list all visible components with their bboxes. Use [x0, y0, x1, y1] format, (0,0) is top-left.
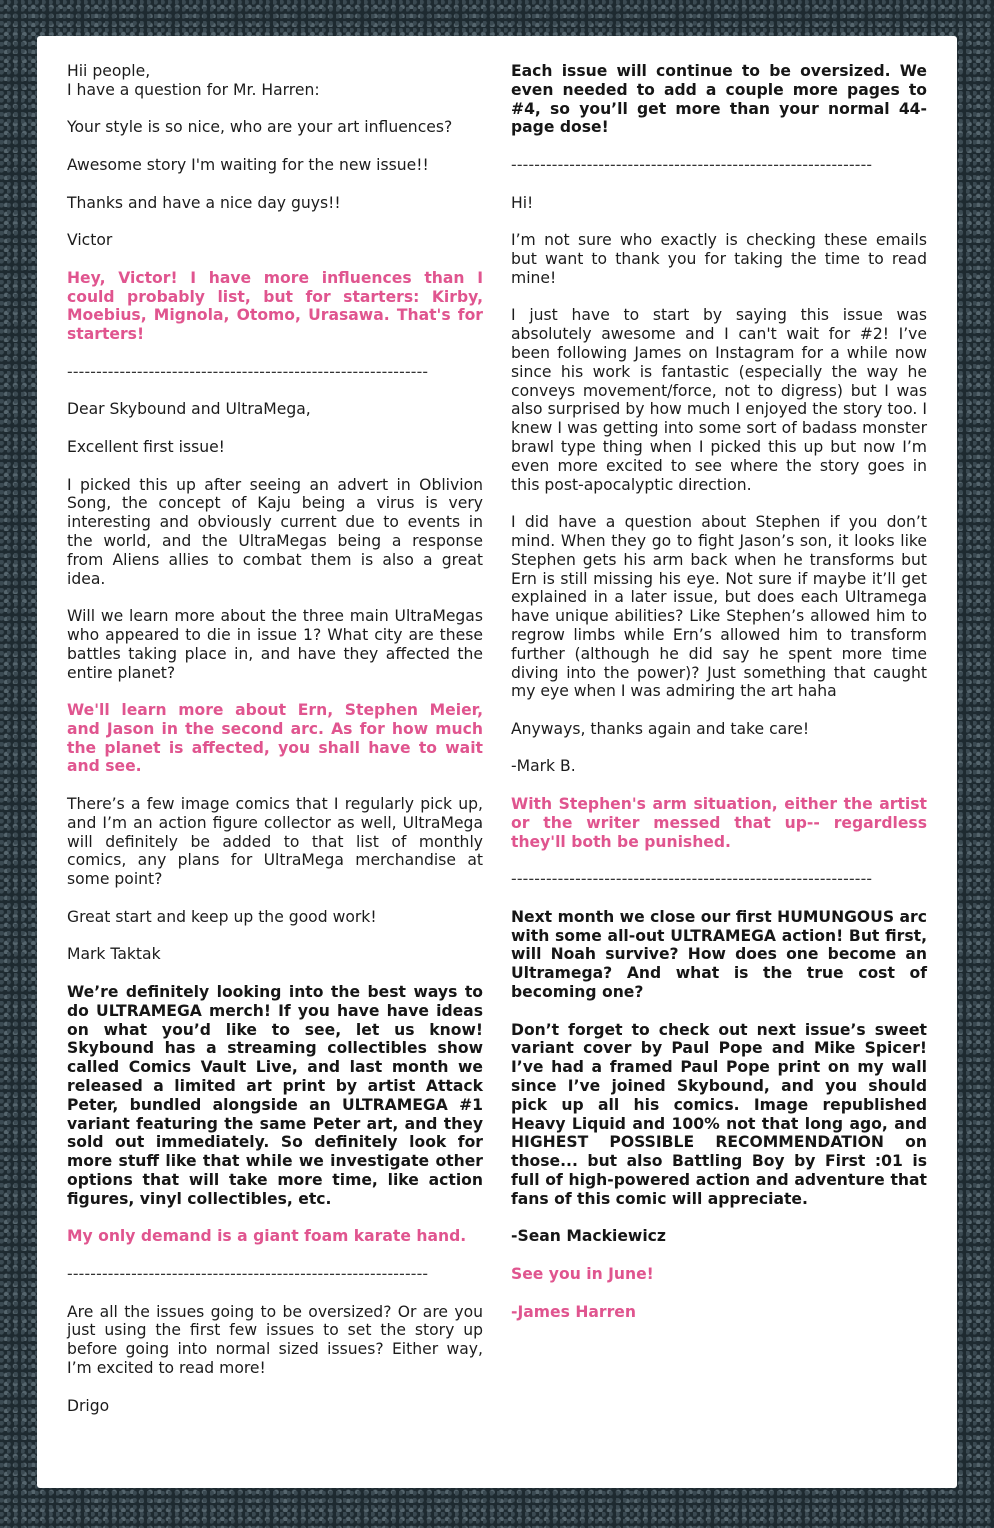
letters-page [37, 36, 957, 1488]
letter-text: I picked this up after seeing an advert in Oblivion Song, the concept of Kaju being a virus is very interesting and obviously current due to events in the world, and the UltraMegas being a response from Aliens allies to combat them is also a great idea. [67, 475, 483, 588]
letter-signature: Drigo [67, 1396, 110, 1415]
farewell-text: See you in June! [511, 1265, 654, 1283]
right-column [511, 62, 927, 1340]
letter-signature: Mark Taktak [67, 945, 161, 964]
editor-reply: With Stephen's arm situation, either the artist or the writer messed that up-- regardless they'll both be punished. [511, 795, 927, 851]
letter-text: I have a question for Mr. Harren: [67, 80, 320, 99]
separator: -------------------------------------------------------------- [67, 1265, 429, 1283]
letter-signature: -Mark B. [511, 757, 576, 776]
letter-text: Are all the issues going to be oversized? Or are you just using the first few issues to set the story up before going into normal sized issues? Either way, I’m excited to read more! [67, 1302, 483, 1377]
editor-reply: We'll learn more about Ern, Stephen Meier, and Jason in the second arc. As for how much the planet is affected, you shall have to wait and see. [67, 701, 483, 776]
left-column [67, 62, 483, 1434]
editor-reply: Hey, Victor! I have more influences than I could probably list, but for starters: Kirby, Moebius, Mignola, Otomo, Urasawa. That's for starters! [67, 268, 483, 344]
letter-text: Awesome story I'm waiting for the new issue!! [67, 155, 429, 174]
letter-text: There’s a few image comics that I regularly pick up, and I’m an action figure collector as well, UltraMega will definitely be added to that list of monthly comics, any plans for UltraMega merchandise at some point? [67, 795, 483, 889]
outro-text: Next month we close our first HUMUNGOUS arc with some all-out ULTRAMEGA action! But first, will Noah survive? How does one become an Ultramega? And what is the true cost of becoming one? [511, 907, 927, 1002]
separator: -------------------------------------------------------------- [511, 155, 873, 174]
separator: -------------------------------------------------------------- [511, 870, 873, 889]
letter-text: I just have to start by saying this issue was absolutely awesome and I can't wait for #2! I’ve been following James on Instagram for a while now since his work is fantastic (especially the way he conveys movement/force, not to digress) but I was also surprised by how much I enjoyed the story too. I knew I was getting into some sort of badass monster brawl type thing when I picked this up but now I’m even more excited to see where the story goes in this post-apocalyptic direction. [511, 306, 927, 494]
letter-text: I did have a question about Stephen if you don’t mind. When they go to fight Jason’s son, it looks like Stephen gets his arm back when he transforms but Ern is still missing his eye. Not sure if maybe it’ll get explained in a later issue, but does each Ultramega have unique abilities? Like Stephen’s allowed him to regrow limbs while Ern’s allowed him to transform further (although he did say he spent more time diving into the power)? Just something that caught my eye when I was admiring the art haha [511, 513, 927, 701]
letter-text: I’m not sure who exactly is checking these emails but want to thank you for taking the time to read mine! [511, 231, 927, 287]
letter-greeting: Dear Skybound and UltraMega, [67, 400, 311, 419]
editor-signature: -Sean Mackiewicz [511, 1227, 666, 1246]
letter-greeting: Hii people, [67, 62, 151, 80]
letter-signature: Victor [67, 231, 113, 250]
editor-reply: My only demand is a giant foam karate hand. [67, 1227, 467, 1246]
letter-text: Will we learn more about the three main UltraMegas who appeared to die in issue 1? What city are these battles taking place in, and have they affected the entire planet? [67, 607, 483, 682]
editor-reply: Each issue will continue to be oversized. We even needed to add a couple more pages to #4, so you’ll get more than your normal 44-page dose! [511, 62, 927, 137]
letter-text: Anyways, thanks again and take care! [511, 719, 810, 738]
letter-text: Great start and keep up the good work! [67, 907, 377, 926]
artist-signature: -James Harren [511, 1302, 636, 1321]
letter-text: Excellent first issue! [67, 437, 225, 456]
letter-greeting: Hi! [511, 193, 534, 212]
letter-text: Thanks and have a nice day guys!! [67, 193, 341, 212]
letter-text: Your style is so nice, who are your art influences? [67, 118, 453, 137]
separator: -------------------------------------------------------------- [67, 362, 429, 381]
outro-text: Don’t forget to check out next issue’s sweet variant cover by Paul Pope and Mike Spicer! I’ve had a framed Paul Pope print on my wall since I’ve joined Skybound, and you should pick up all his comics. Image republished Heavy Liquid and 100% not that long ago, and HIGHEST POSSIBLE RECOMMENDATION on those... but also Battling Boy by First :01 is full of high-powered action and adventure that fans of this comic will appreciate. [511, 1020, 927, 1208]
editor-reply: We’re definitely looking into the best ways to do ULTRAMEGA merch! If you have have ideas on what you’d like to see, let us know! Skybound has a streaming collectibles show called Comics Vault Live, and last month we released a limited art print by artist Attack Peter, bundled alongside an ULTRAMEGA #1 variant featuring the same Peter art, and they sold out immediately. So definitely look for more stuff like that while we investigate other options that will take more time, like action figures, vinyl collectibles, etc. [67, 983, 483, 1208]
